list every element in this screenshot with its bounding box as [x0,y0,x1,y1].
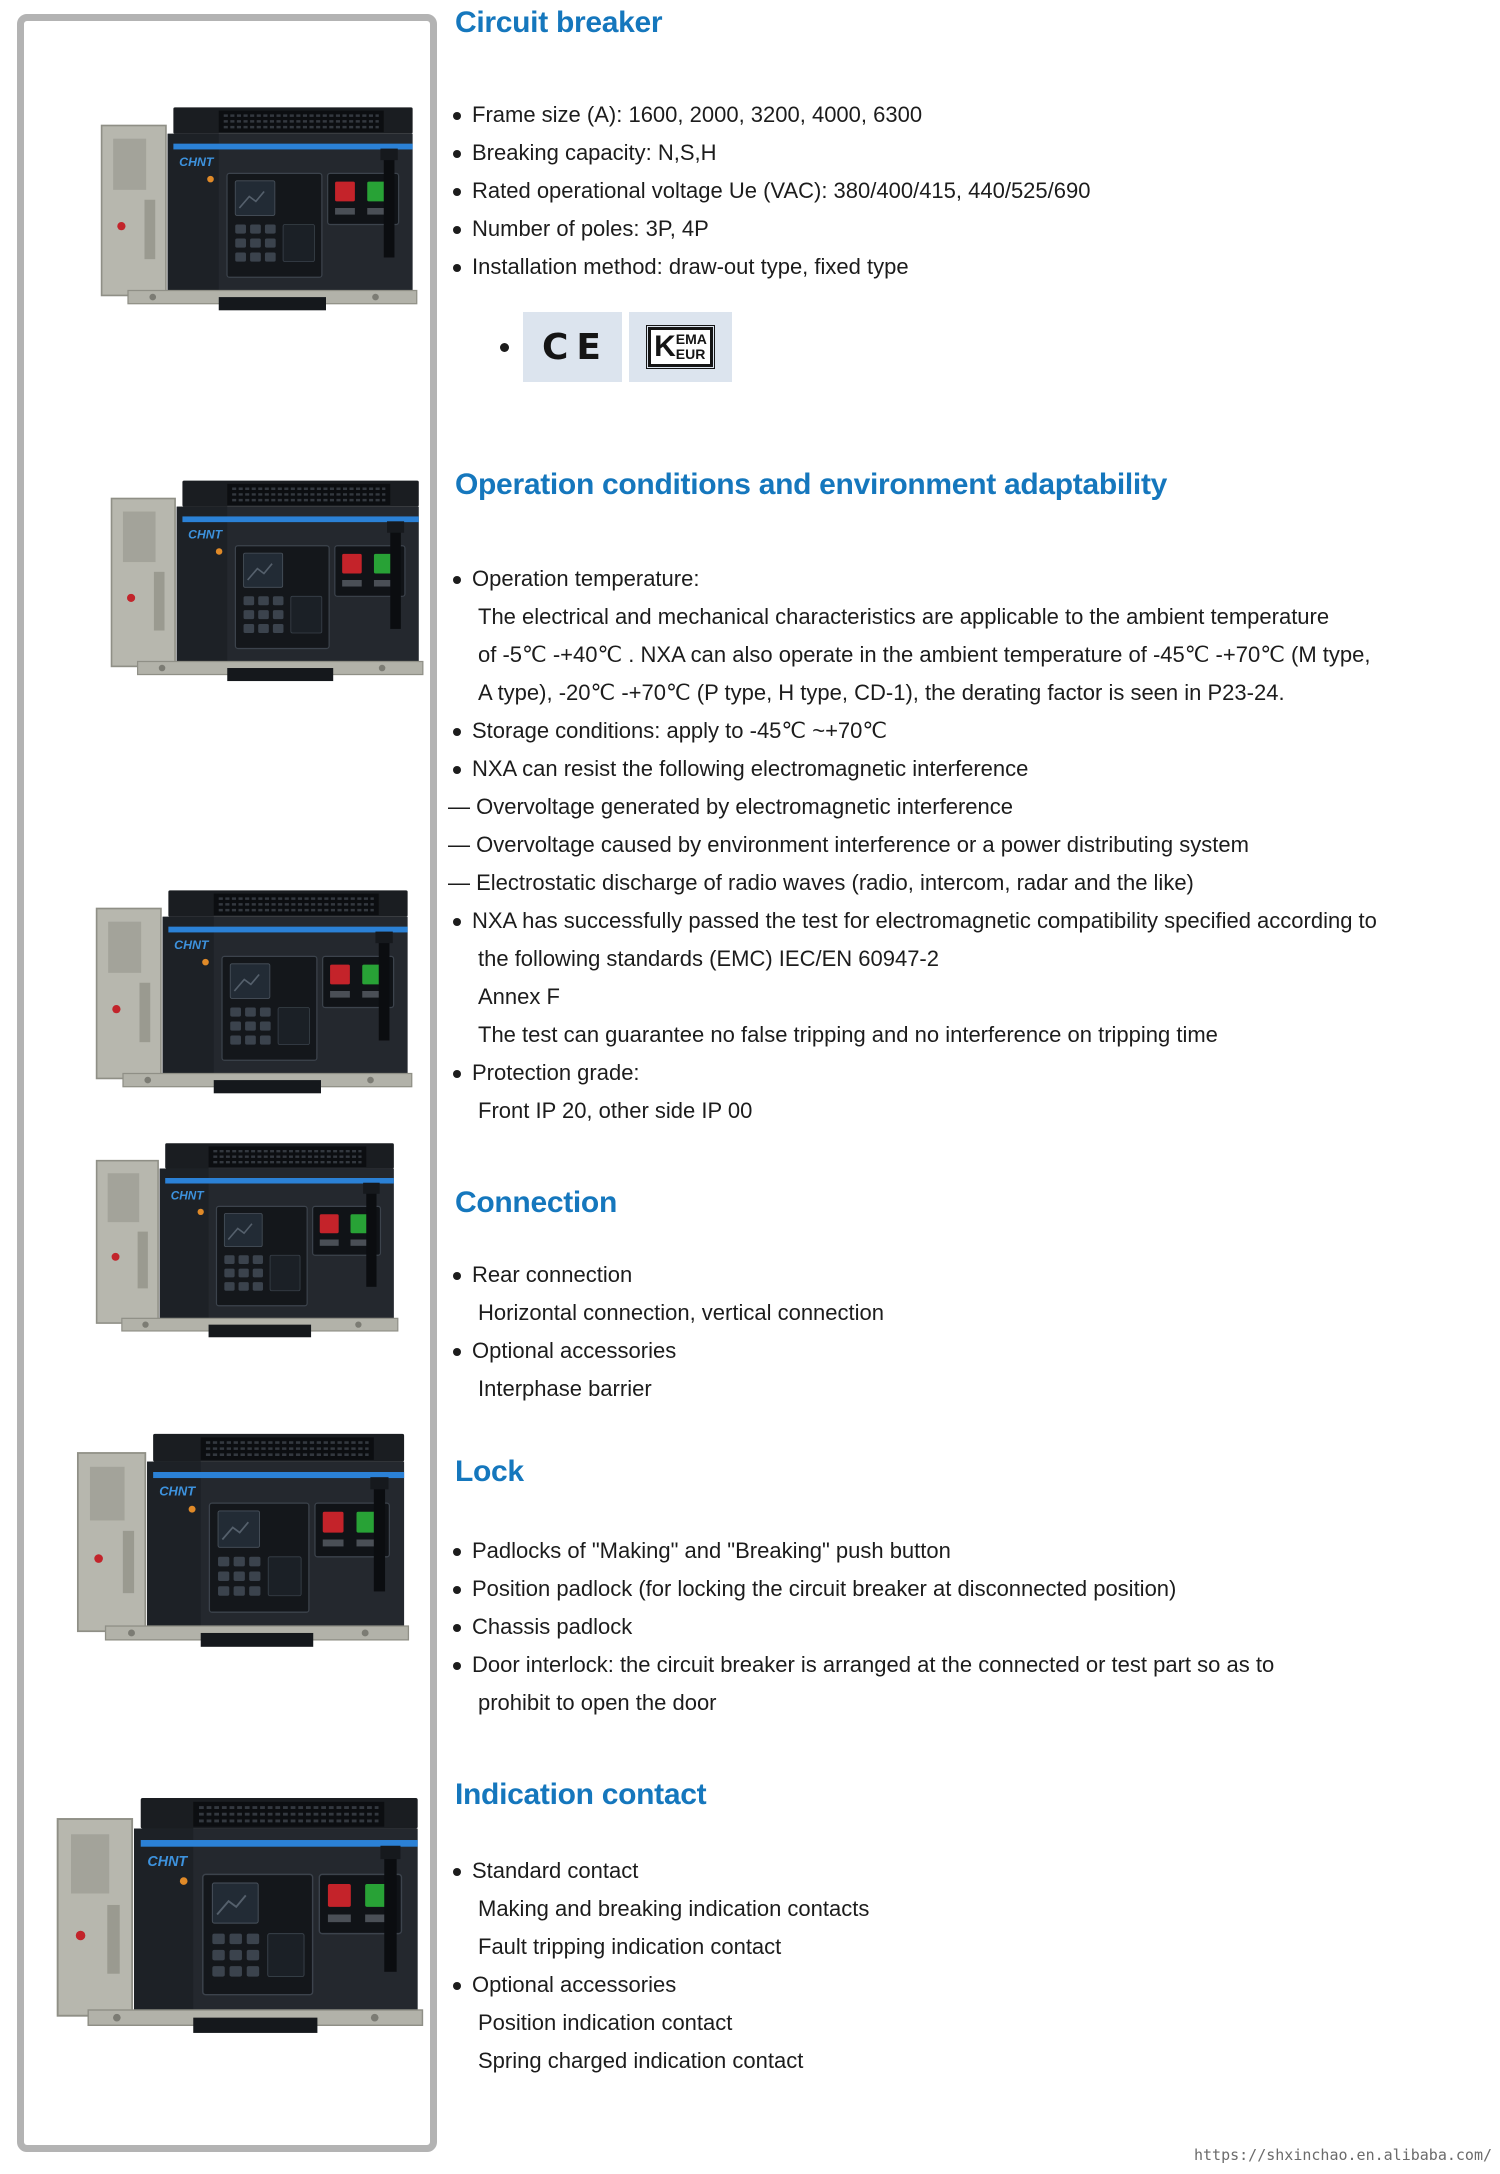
list-item: the following standards (EMC) IEC/EN 60947-2 [478,946,939,971]
breaker-illustration [95,52,425,364]
list-item: Door interlock: the circuit breaker is arranged at the connected or test part so as to [448,1646,1500,1684]
circuit-breaker-spec-list [448,96,1500,286]
list-item: Making and breaking indication contacts [478,1896,870,1921]
list-item: Annex F [478,984,560,1009]
list-item: Protection grade: [448,1054,1500,1092]
indication-contact-list [448,1852,1500,2080]
list-item: Storage conditions: apply to -45℃ ~+70℃ [448,712,1500,750]
product-image-2 [105,427,431,733]
list-item: Padlocks of "Making" and "Breaking" push button [448,1532,1500,1570]
list-item: of -5℃ -+40℃ . NXA can also operate in the ambient temperature of -45℃ -+70℃ (M type, [478,642,1371,667]
list-item: Position padlock (for locking the circuit breaker at disconnected position) [448,1570,1500,1608]
list-item: The electrical and mechanical characteristics are applicable to the ambient temperature [478,604,1330,629]
list-item: Interphase barrier [478,1376,652,1401]
list-item: Optional accessories [448,1966,1500,2004]
list-item: Standard contact [448,1852,1500,1890]
breaker-illustration [50,1737,432,2092]
ce-mark-logo: CE [523,312,622,382]
list-item: — Electrostatic discharge of radio waves (radio, intercom, radar and the like) [448,870,1194,895]
list-item: Horizontal connection, vertical connection [478,1300,885,1325]
bullet-dot-icon [500,343,509,352]
operation-conditions-list [448,560,1500,1130]
product-image-5 [55,1427,433,1652]
section-title-indication-contact: Indication contact [455,1778,707,1811]
list-item: Installation method: draw-out type, fixed type [448,248,1500,286]
list-item: Optional accessories [448,1332,1500,1370]
list-item: prohibit to open the door [478,1690,717,1715]
breaker-illustration [55,1427,433,1652]
product-image-1 [95,52,425,364]
section-title-connection: Connection [455,1186,617,1219]
list-item: Number of poles: 3P, 4P [448,210,1500,248]
list-item: The test can guarantee no false tripping and no interference on tripping time [478,1022,1218,1047]
list-item: A type), -20℃ -+70℃ (P type, H type, CD-1), the derating factor is seen in P23-24. [478,680,1285,705]
list-item: — Overvoltage generated by electromagnetic interference [448,794,1013,819]
list-item: Operation temperature: [448,560,1500,598]
product-gallery-panel [17,14,437,2152]
list-item: Breaking capacity: N,S,H [448,134,1500,172]
section-title-operation-conditions: Operation conditions and environment adaptability [455,468,1168,501]
product-image-3 [90,847,420,1135]
kema-keur-logo: K EMA EUR [629,312,732,382]
list-item: Spring charged indication contact [478,2048,804,2073]
list-item: — Overvoltage caused by environment interference or a power distributing system [448,832,1249,857]
section-title-lock: Lock [455,1455,524,1488]
footer-url[interactable]: https://shxinchao.en.alibaba.com/ [1193,2146,1492,2164]
product-image-4 [62,1137,434,1342]
list-item: Fault tripping indication contact [478,1934,782,1959]
list-item: Chassis padlock [448,1608,1500,1646]
list-item: NXA can resist the following electromagnetic interference [448,750,1500,788]
breaker-illustration [90,847,420,1135]
certification-row [500,312,732,382]
connection-list [448,1256,1500,1408]
lock-list [448,1532,1500,1722]
list-item: Rated operational voltage Ue (VAC): 380/400/415, 440/525/690 [448,172,1500,210]
breaker-illustration [105,427,431,733]
list-item: Front IP 20, other side IP 00 [478,1098,753,1123]
list-item: Position indication contact [478,2010,733,2035]
list-item: Rear connection [448,1256,1500,1294]
breaker-illustration [62,1137,434,1342]
product-image-6 [50,1737,432,2092]
list-item: NXA has successfully passed the test for electromagnetic compatibility specified according to [448,902,1500,940]
section-title-circuit-breaker: Circuit breaker [455,6,663,39]
list-item: Frame size (A): 1600, 2000, 3200, 4000, 6300 [448,96,1500,134]
